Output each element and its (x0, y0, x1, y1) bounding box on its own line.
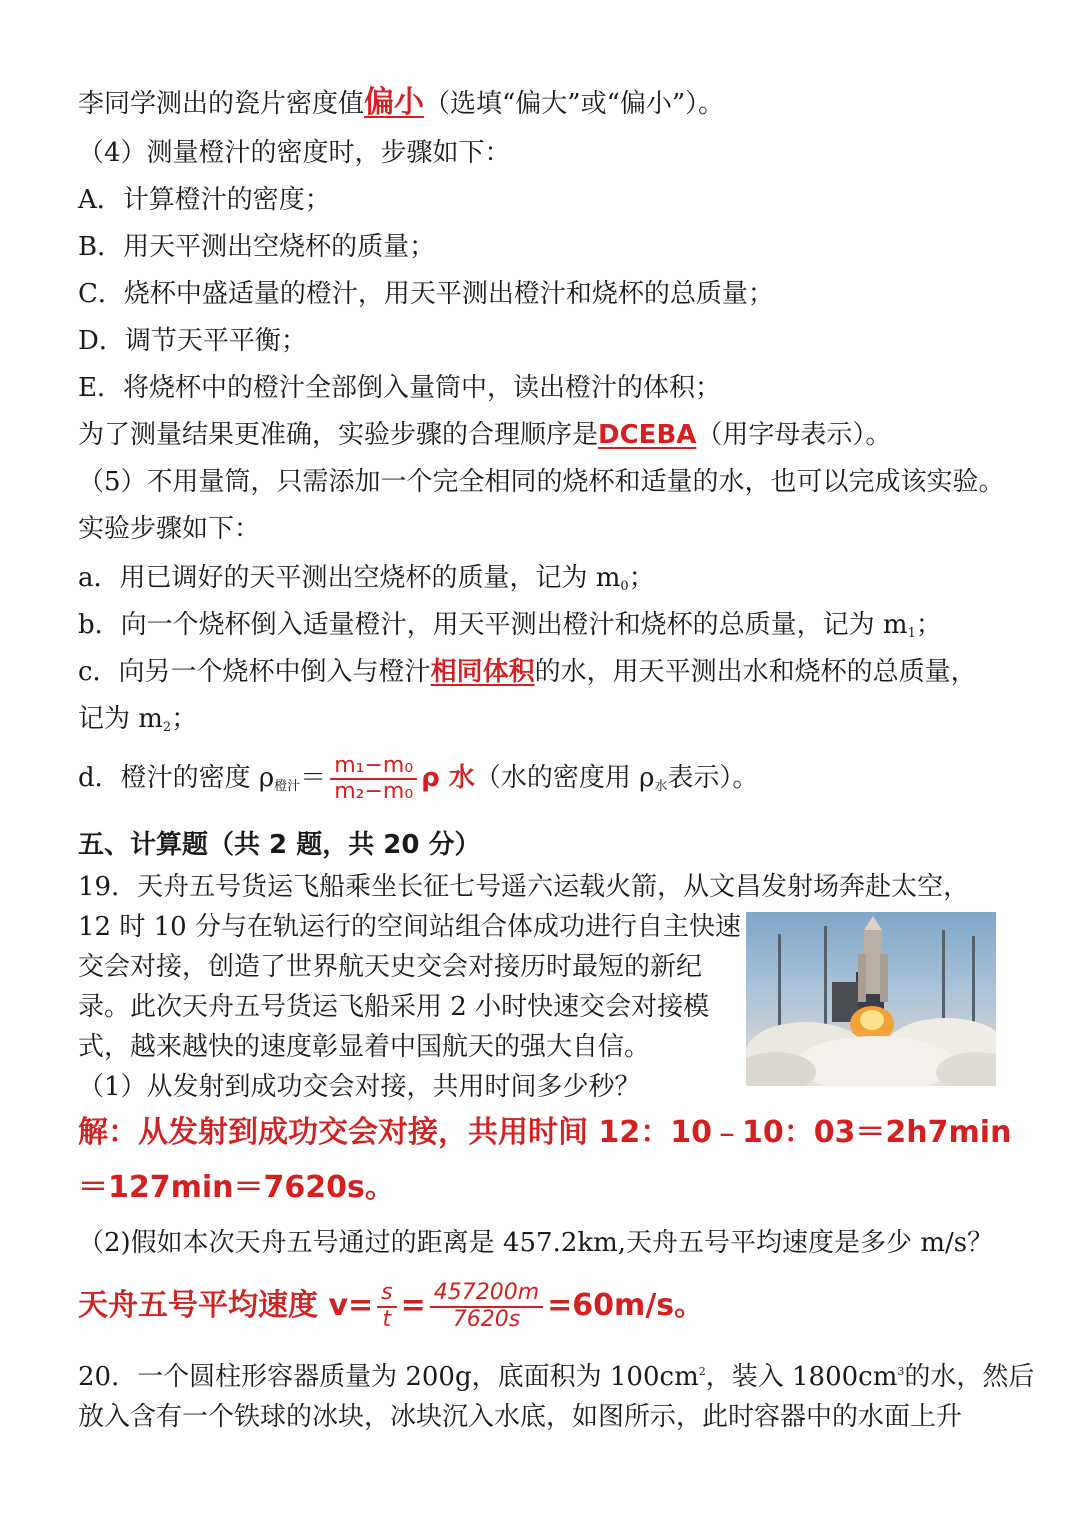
q19-line-2: 12 时 10 分与在轨运行的空间站组合体成功进行自主快速 (78, 912, 741, 942)
q5-subtitle: 实验步骤如下： (78, 514, 261, 544)
step-d: d．橙汁的密度 $\rho_{橙汁}=$ $\frac{\text{m₁−m₀}}{\text{m₂−m₀}}$ ρ 水（水的密度用 $\rho_水$表示）。 (78, 752, 759, 804)
q19-line-5: 式，越来越快的速度彰显着中国航天的强大自信。 (78, 1032, 651, 1062)
answer-same-volume: 相同体积 (430, 657, 535, 687)
rocket-launch-image (746, 912, 996, 1086)
step-E: E．将烧杯中的橙汁全部倒入量筒中，读出橙汁的体积； (78, 373, 721, 403)
q19-part1: （1）从发射到成功交会对接，共用时间多少秒？ (78, 1072, 641, 1102)
step-A: A．计算橙汁的密度； (78, 185, 331, 215)
q20-line-1: 20．一个圆柱形容器质量为 200g，底面积为 $100cm^2$，装入 $1800cm^3$的水，然后 (78, 1362, 1035, 1392)
rocket-launch-illustration (746, 912, 996, 1086)
q20-line-2: 放入含有一个铁球的冰块，冰块沉入水底，如图所示，此时容器中的水面上升 (78, 1402, 963, 1432)
step-c: c．向另一个烧杯中倒入与橙汁相同体积的水，用天平测出水和烧杯的总质量， (78, 657, 977, 687)
order-paragraph: 为了测量结果更准确，实验步骤的合理顺序是DCEBA（用字母表示）。 (78, 420, 892, 450)
answer-small: 偏小 (364, 85, 425, 120)
density-fraction: $\frac{\text{m₁−m₀}}{\text{m₂−m₀}}$ (330, 754, 417, 804)
q19-line-4: 录。此次天舟五号货运飞船采用 2 小时快速交会对接模 (78, 992, 710, 1022)
solution-1-line-1: 解：从发射到成功交会对接，共用时间 12：10﹣10：03＝2h7min (78, 1115, 1012, 1150)
q19-part2: （2)假如本次天舟五号通过的距离是 457.2km,天舟五号平均速度是多少 m/s？ (78, 1228, 994, 1258)
velocity-fraction-numeric: $\frac{457200m}{7620s}$ (430, 1281, 543, 1331)
answer-rho-water: ρ 水 (421, 763, 475, 793)
q19-line-3: 交会对接，创造了世界航天史交会对接历时最短的新纪 (78, 952, 703, 982)
step-D: D．调节天平平衡； (78, 326, 307, 356)
paragraph-density-result: 李同学测出的瓷片密度值偏小（选填“偏大”或“偏小”）。 (78, 85, 725, 120)
q4-title: （4）测量橙汁的密度时，步骤如下： (78, 138, 511, 168)
solution-2: 天舟五号平均速度 v= $\frac{s}{t}$ = $\frac{457200m}{7620s}$ =60m/s。 (78, 1280, 705, 1332)
step-c-cont: 记为 $m_2$； (78, 704, 198, 735)
solution-1-line-2: ＝127min＝7620s。 (78, 1170, 395, 1205)
step-a: a．用已调好的天平测出空烧杯的质量，记为 $m_0$； (78, 563, 655, 594)
step-C: C．烧杯中盛适量的橙汁，用天平测出橙汁和烧杯的总质量； (78, 279, 774, 309)
answer-order: DCEBA (598, 420, 697, 450)
step-b: b．向一个烧杯倒入适量橙汁，用天平测出橙汁和烧杯的总质量，记为 $m_1$； (78, 610, 942, 641)
q5-title: （5）不用量筒，只需添加一个完全相同的烧杯和适量的水，也可以完成该实验。 (78, 467, 1005, 497)
velocity-fraction-symbolic: $\frac{s}{t}$ (377, 1281, 396, 1331)
step-B: B．用天平测出空烧杯的质量； (78, 232, 436, 262)
q19-line-1: 19．天舟五号货运飞船乘坐长征七号遥六运载火箭，从文昌发射场奔赴太空， (78, 872, 970, 902)
section-heading: 五、计算题（共 2 题，共 20 分） (78, 830, 481, 860)
